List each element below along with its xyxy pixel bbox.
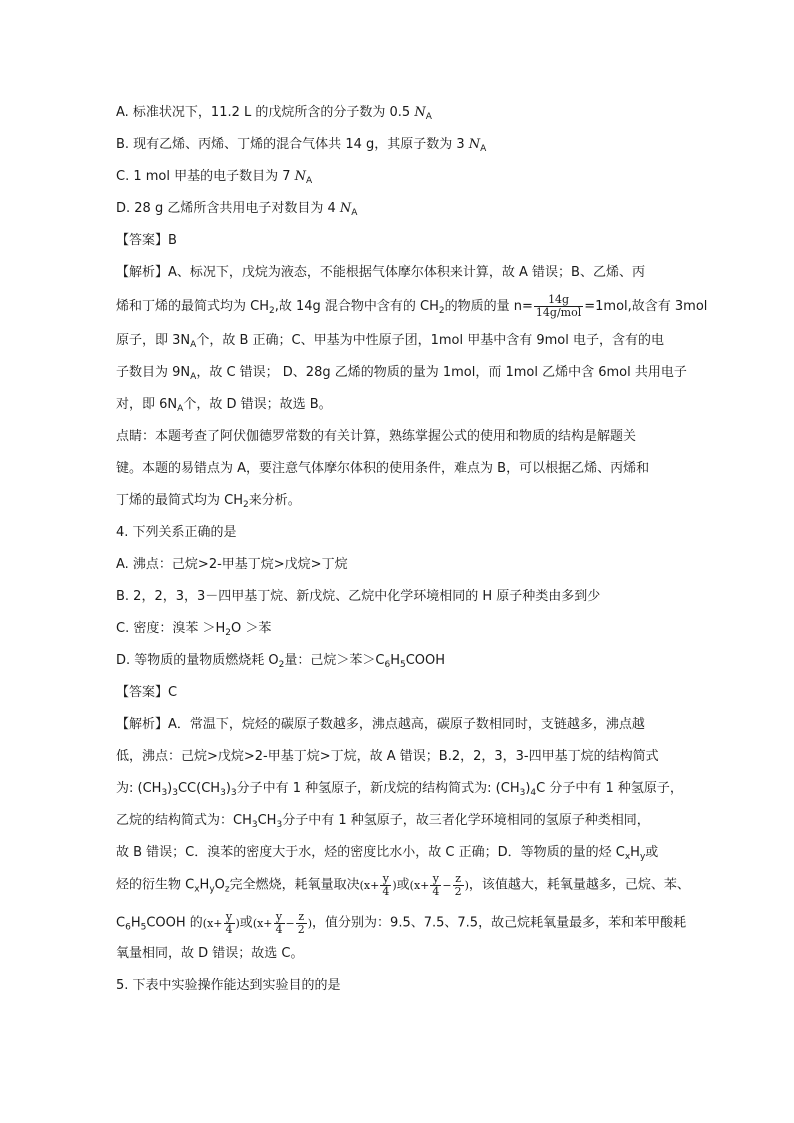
- fraction-denominator: 2: [454, 885, 462, 898]
- na-sub: A: [480, 144, 487, 154]
- text-run: ): [167, 781, 173, 796]
- text-run: 原子，即 3N: [116, 333, 191, 348]
- subscript: 2: [225, 628, 231, 638]
- text-run: 完全燃烧，耗氧量取决: [229, 877, 360, 893]
- text-run: H: [630, 845, 640, 860]
- fraction-denominator: 2: [297, 923, 305, 936]
- q4-analysis-line-3: [116, 779, 683, 799]
- fraction-numerator: y: [380, 873, 391, 886]
- formula-x-y4-z2: (x+ $\frac{y}{4}$ − $\frac{z}{2}$ ): [252, 910, 313, 936]
- fraction-numerator: 14g: [534, 294, 583, 307]
- text-run: =1mol,故含有 3mol: [584, 299, 708, 314]
- subscript: x: [194, 884, 200, 895]
- text-run: 故 B 错误；C．溴苯的密度大于水，烃的密度比水小，故 C 正确；D．等物质的量的烃 C: [116, 845, 625, 860]
- text-run: 量：己烷＞苯＞C: [284, 653, 385, 668]
- q3-analysis-line-3: [116, 331, 664, 351]
- fraction-denominator: 4: [225, 923, 233, 936]
- q4-option-a: A. 沸点：己烷>2-甲基丁烷>戊烷>丁烷: [116, 557, 348, 572]
- q4-analysis-line-1: 【解析】A．常温下，烷烃的碳原子数越多，沸点越高，碳原子数相同时，支链越多，沸点越: [116, 717, 645, 732]
- text-run: ): [525, 781, 531, 796]
- text-run: 或: [396, 877, 410, 893]
- formula-x-y4: (x+ $\frac{y}{4}$ ): [359, 872, 397, 898]
- formula-x-y4: (x+ $\frac{y}{4}$ ): [202, 910, 240, 936]
- q3-option-d: [116, 199, 357, 219]
- subscript: 3: [161, 788, 168, 798]
- text-run: ): [225, 781, 231, 796]
- text-run: 或: [645, 845, 659, 860]
- q3-option-c-text: C. 1 mol 甲基的电子数目为 7: [116, 169, 295, 184]
- q4-analysis-line-8: 氧量相同，故 D 错误；故选 C。: [116, 946, 304, 961]
- subscript: 4: [530, 788, 537, 798]
- fraction: [224, 911, 235, 936]
- subscript: 2: [243, 500, 249, 510]
- fraction-numerator: z: [453, 873, 464, 886]
- na-symbol: N: [414, 105, 426, 120]
- text-run: ,故 14g 混合物中含有的 CH: [274, 299, 439, 314]
- text-run: 分子中有 1 种氢原子，故三者化学环境相同的氢原子种类相同，: [282, 813, 650, 828]
- text-run: 个，故 B 正确；C、甲基为中性原子团，1mol 甲基中含有 9mol 电子，含有的电: [196, 333, 664, 348]
- text-run: COOH 的: [146, 915, 203, 931]
- text-run: 丁烯的最简式均为 CH: [116, 493, 243, 508]
- subscript: x: [624, 852, 631, 862]
- subscript: A: [190, 372, 197, 382]
- fraction: [453, 873, 464, 898]
- fraction-numerator: y: [430, 873, 441, 886]
- q4-option-b: B. 2，2，3，3－四甲基丁烷、新戊烷、乙烷中化学环境相同的 H 原子种类由多到少: [116, 589, 601, 604]
- subscript: 2: [269, 306, 275, 316]
- text-run: H: [390, 653, 400, 668]
- text-run: O ＞苯: [230, 621, 272, 636]
- subscript: y: [209, 884, 215, 895]
- text-run: ，该值越大，耗氧量越多，己烷、苯、: [468, 877, 690, 893]
- subscript: z: [224, 884, 230, 895]
- text-run: 为: (CH: [116, 781, 162, 796]
- fraction: [274, 911, 285, 936]
- fraction-denominator: 4: [432, 885, 440, 898]
- subscript: 3: [519, 788, 526, 798]
- text-run: ，值分别为：9.5、7.5、7.5，故己烷耗氧量最多，苯和苯甲酸耗: [312, 915, 687, 931]
- q4-analysis-line-2: 低，沸点：己烷>戊烷>2-甲基丁烷>丁烷，故 A 错误；B.2，2，3，3-四甲基丁烷的结构简式: [116, 749, 659, 764]
- text-run: C 分子中有 1 种氢原子，: [536, 781, 683, 796]
- q3-option-b-text: B. 现有乙烯、丙烯、丁烯的混合气体共 14 g，其原子数为 3: [116, 137, 469, 152]
- subscript: 3: [172, 788, 178, 798]
- text-run: O: [214, 877, 225, 893]
- subscript: y: [639, 852, 646, 862]
- q4-option-c: [116, 619, 271, 639]
- subscript: 3: [276, 820, 283, 830]
- q3-analysis-line-1: 【解析】A、标况下，戊烷为液态，不能根据气体摩尔体积来计算，故 A 错误；B、乙烯、丙: [116, 265, 645, 280]
- na-symbol: N: [468, 137, 481, 152]
- q4-analysis-line-5: [116, 843, 658, 863]
- q3-option-d-text: D. 28 g 乙烯所含共用电子对数目为 4: [116, 201, 340, 216]
- text-run: 烯和丁烯的最简式均为 CH: [116, 299, 269, 314]
- fraction-numerator: y: [224, 911, 235, 924]
- q3-answer: 【答案】B: [116, 233, 177, 248]
- q3-analysis-line-5: [116, 395, 332, 415]
- text-run: ，故 C 错误； D、28g 乙烯的物质的量为 1mol，而 1mol 乙烯中含 6mol 共用电子: [196, 365, 687, 380]
- text-run: 个，故 D 错误；故选 B。: [183, 397, 332, 412]
- na-sub: A: [306, 176, 313, 186]
- na-sub: A: [351, 208, 358, 218]
- text-run: CC(CH: [177, 781, 221, 796]
- q3-option-a: [116, 103, 432, 123]
- subscript: 6: [384, 660, 391, 670]
- q4-stem: 4. 下列关系正确的是: [116, 525, 237, 540]
- text-run: 对，即 6N: [116, 397, 178, 412]
- text-run: 或: [239, 915, 253, 931]
- q3-option-b: [116, 135, 486, 155]
- fraction-denominator: 14g/mol: [535, 306, 582, 319]
- fraction: [380, 873, 391, 898]
- text-run: C. 密度：溴苯 ＞H: [116, 621, 226, 636]
- subscript: 5: [399, 660, 406, 670]
- text-run: C: [116, 915, 126, 931]
- fraction-denominator: 4: [275, 923, 283, 936]
- text-run: H: [130, 915, 141, 931]
- text-run: D. 等物质的量物质燃烧耗 O: [116, 653, 279, 668]
- fraction-numerator: y: [274, 911, 285, 924]
- subscript: 5: [140, 922, 147, 933]
- formula-x-y4-z2: (x+ $\frac{y}{4}$ − $\frac{z}{2}$ ): [409, 872, 469, 898]
- q4-answer: 【答案】C: [116, 685, 178, 700]
- fraction-numerator: z: [296, 911, 307, 924]
- subscript: A: [190, 340, 197, 350]
- q3-option-c: [116, 167, 312, 187]
- q3-option-a-text: A. 标准状况下，11.2 L 的戊烷所含的分子数为 0.5: [116, 105, 415, 120]
- text-run: 乙烷的结构简式为：CH: [116, 813, 252, 828]
- text-run: 来分析。: [248, 493, 301, 508]
- subscript: 2: [278, 660, 285, 670]
- fraction-denominator: 4: [382, 885, 390, 898]
- text-run: 的物质的量 n=: [444, 299, 533, 314]
- q3-tip-line-1: 点睛：本题考查了阿伏伽德罗常数的有关计算，熟练掌握公式的使用和物质的结构是解题关: [116, 429, 637, 444]
- q3-tip-line-3: [116, 491, 301, 511]
- q4-analysis-line-6: [116, 873, 690, 898]
- text-run: H: [199, 877, 210, 893]
- subscript: 3: [220, 788, 226, 798]
- q3-analysis-line-4: [116, 363, 687, 383]
- text-run: 子数目为 9N: [116, 365, 191, 380]
- na-sub: A: [425, 112, 432, 122]
- subscript: 3: [230, 788, 237, 798]
- q4-option-d: [116, 651, 445, 671]
- text-run: COOH: [405, 653, 446, 668]
- q3-tip-line-2: 键。本题的易错点为 A，要注意气体摩尔体积的使用条件，难点为 B，可以根据乙烯、丙烯和: [116, 461, 650, 476]
- text-run: 分子中有 1 种氢原子，新戊烷的结构简式为: (CH: [236, 781, 520, 796]
- subscript: A: [177, 404, 184, 414]
- q3-analysis-line-2: [116, 294, 707, 319]
- q5-stem: 5. 下表中实验操作能达到实验目的的是: [116, 978, 341, 993]
- fraction: [430, 873, 441, 898]
- q4-analysis-line-7: [116, 911, 686, 936]
- q4-analysis-line-4: [116, 811, 650, 831]
- text-run: 烃的衍生物 C: [116, 877, 195, 893]
- subscript: 6: [125, 922, 131, 933]
- subscript: 2: [438, 306, 445, 316]
- na-symbol: N: [339, 201, 352, 216]
- fraction: [296, 911, 307, 936]
- text-run: CH: [257, 813, 277, 828]
- na-symbol: N: [294, 169, 307, 184]
- molar-fraction: [534, 294, 583, 319]
- subscript: 3: [251, 820, 258, 830]
